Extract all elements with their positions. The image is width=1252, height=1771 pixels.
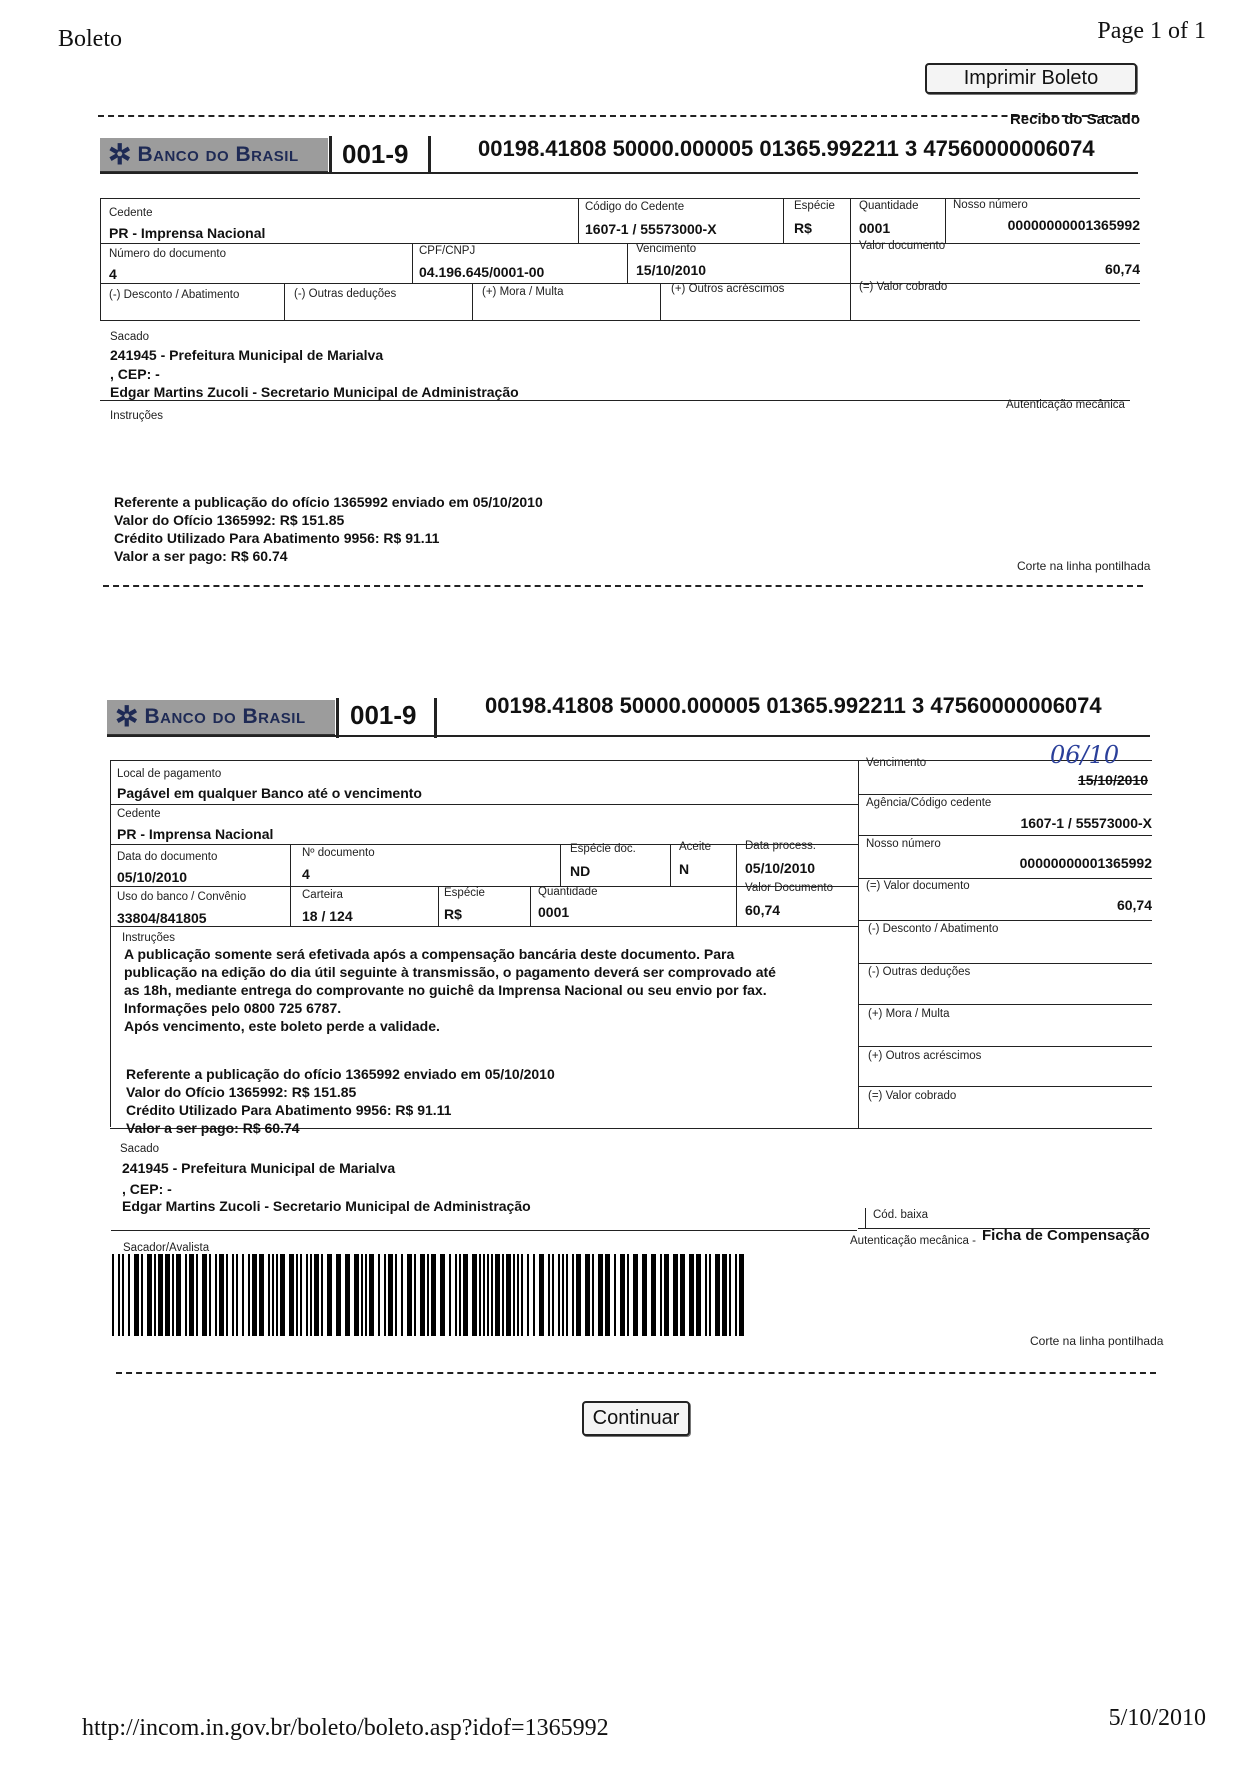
- barcode-bar: [521, 1254, 523, 1336]
- ficha-instrucoes-line-5: Após vencimento, este boleto perde a validade.: [124, 1018, 440, 1034]
- barcode-bar: [709, 1254, 711, 1336]
- page-url: http://incom.in.gov.br/boleto/boleto.asp?idof=1365992: [82, 1715, 609, 1741]
- ficha-carteira-label: Carteira: [302, 889, 343, 901]
- barcode-bar: [552, 1254, 554, 1336]
- barcode-bar: [336, 1254, 341, 1336]
- barcode-bar: [605, 1254, 610, 1336]
- barcode-bar: [280, 1254, 285, 1336]
- ficha-carteira: 18 / 124: [302, 908, 353, 924]
- barcode-bar: [431, 1254, 436, 1336]
- recibo-sacado-line-1: 241945 - Prefeitura Municipal de Marialva: [110, 347, 384, 363]
- ficha-instrucoes-line-1: A publicação somente será efetivada após a compensação bancária deste documento. Para: [124, 946, 735, 962]
- ficha-bank-name: Banco do Brasil: [144, 705, 306, 728]
- print-date: 5/10/2010: [1108, 1705, 1206, 1731]
- recibo-cedente-label: Cedente: [109, 207, 153, 219]
- barcode-bar: [533, 1254, 535, 1336]
- bank-name: Banco do Brasil: [137, 142, 299, 166]
- barcode-bar: [539, 1254, 544, 1336]
- recibo-nosso-numero: 00000000001365992: [1007, 217, 1140, 233]
- barcode-bar: [321, 1254, 323, 1336]
- barcode-bar: [209, 1254, 211, 1336]
- ficha-agencia-label: Agência/Código cedente: [866, 797, 992, 809]
- barcode-bar: [558, 1254, 560, 1336]
- recibo-outros-acrescimos-label: (+) Outros acréscimos: [671, 283, 785, 295]
- cut-line-bottom: [116, 1372, 1156, 1374]
- ficha-especie-doc-label: Espécie doc.: [570, 843, 636, 855]
- barcode-bar: [185, 1254, 187, 1336]
- ficha-corte-label: Corte na linha pontilhada: [1030, 1334, 1164, 1348]
- recibo-numero-documento-label: Número do documento: [109, 248, 226, 260]
- barcode-bar: [562, 1254, 564, 1336]
- digitable-line: 00198.41808 50000.000005 01365.992211 3 47560000006074: [478, 136, 1095, 161]
- ficha-bank-code: 001-9: [350, 700, 417, 730]
- ficha-cedente-label: Cedente: [117, 808, 161, 820]
- ficha-sacado-label: Sacado: [120, 1143, 160, 1155]
- ficha-valor-documento: 60,74: [1116, 897, 1152, 913]
- ficha-local-pagamento: Pagável em qualquer Banco até o vencimento: [117, 785, 422, 801]
- barcode-bar: [572, 1254, 574, 1336]
- ficha-especie: R$: [444, 906, 462, 922]
- ficha-especie-doc: ND: [570, 863, 591, 879]
- barcode-bar: [219, 1254, 224, 1336]
- barcode-bar: [739, 1254, 744, 1336]
- ficha-instrucoes-line-3: as 18h, mediante entrega do comprovante no guichê da Imprensa Nacional ou seu envio por fax.: [124, 982, 767, 998]
- ficha-cod-baixa-label: Cód. baixa: [873, 1209, 928, 1221]
- ficha-data-documento-label: Data do documento: [117, 851, 218, 863]
- recibo-referente-line-1: Referente a publicação do ofício 1365992 enviado em 05/10/2010: [114, 494, 543, 510]
- barcode-bar: [147, 1254, 152, 1336]
- recibo-sacado-label: Sacado: [110, 331, 150, 343]
- recibo-valor-documento: 60,74: [1104, 261, 1140, 277]
- ficha-data-process: 05/10/2010: [745, 860, 816, 876]
- barcode-bar: [715, 1254, 720, 1336]
- barcode-bar: [627, 1254, 629, 1336]
- barcode-bar: [479, 1254, 481, 1336]
- cut-line-middle: [103, 585, 1143, 587]
- barcode-bar: [345, 1254, 350, 1336]
- ficha-sacador-label: Sacador/Avalista: [123, 1242, 210, 1254]
- bank-code: 001-9: [342, 139, 409, 169]
- barcode-bar: [472, 1254, 477, 1336]
- barcode-bar: [226, 1254, 228, 1336]
- barcode-bar: [196, 1254, 198, 1336]
- ficha-no-documento-label: Nº documento: [302, 847, 375, 859]
- barcode-bar: [300, 1254, 302, 1336]
- ficha-quantidade: 0001: [538, 904, 570, 920]
- barcode-bar: [673, 1254, 678, 1336]
- recibo-nosso-numero-label: Nosso número: [953, 199, 1028, 211]
- recibo-valor-documento-label: Valor documento: [859, 240, 946, 252]
- barcode-bar: [407, 1254, 412, 1336]
- barcode-bar: [440, 1254, 445, 1336]
- barcode-bar: [276, 1254, 278, 1336]
- barcode-bar: [259, 1254, 264, 1336]
- recibo-corte-label: Corte na linha pontilhada: [1017, 559, 1151, 573]
- ficha-instrucoes-line-4: Informações pelo 0800 725 6787.: [124, 1000, 342, 1016]
- recibo-valor-cobrado-label: (=) Valor cobrado: [859, 281, 948, 293]
- handwritten-date: 06/10: [1050, 741, 1120, 769]
- ficha-sacado-line-1: 241945 - Prefeitura Municipal de Marialva: [122, 1160, 396, 1176]
- barcode-bar: [680, 1254, 685, 1336]
- recibo-quantidade-label: Quantidade: [859, 200, 919, 212]
- barcode-bar: [306, 1254, 308, 1336]
- barcode-bar: [705, 1254, 707, 1336]
- ficha-instrucoes-label: Instruções: [122, 932, 176, 944]
- ficha-quantidade-label: Quantidade: [538, 886, 598, 898]
- ficha-bank-logo: [107, 700, 335, 736]
- ficha-local-pagamento-label: Local de pagamento: [117, 768, 222, 780]
- barcode-bar: [232, 1254, 234, 1336]
- ficha-desconto-label: (-) Desconto / Abatimento: [868, 923, 999, 935]
- barcode-bar: [176, 1254, 181, 1336]
- recibo-codigo-cedente: 1607-1 / 55573000-X: [585, 221, 717, 237]
- ficha-sacado-line-2: , CEP: -: [122, 1181, 172, 1197]
- barcode-bar: [420, 1254, 425, 1336]
- barcode-bar: [122, 1254, 124, 1336]
- barcode-bar: [252, 1254, 257, 1336]
- recibo-cpf-cnpj: 04.196.645/0001-00: [419, 264, 545, 280]
- barcode-bar: [268, 1254, 270, 1336]
- barcode-bar: [576, 1254, 581, 1336]
- barcode-bar: [548, 1254, 550, 1336]
- barcode-bar: [696, 1254, 701, 1336]
- barcode-bar: [660, 1254, 662, 1336]
- ficha-nosso-numero: 00000000001365992: [1019, 855, 1152, 871]
- barcode: [112, 1254, 748, 1336]
- barcode-bar: [491, 1254, 493, 1336]
- barcode-bar: [112, 1254, 114, 1336]
- barcode-bar: [566, 1254, 568, 1336]
- barcode-bar: [735, 1254, 737, 1336]
- barcode-bar: [517, 1254, 519, 1336]
- barcode-bar: [289, 1254, 294, 1336]
- barcode-bar: [158, 1254, 163, 1336]
- ficha-vencimento-label: Vencimento: [866, 757, 927, 769]
- ficha-data-documento: 05/10/2010: [117, 869, 188, 885]
- ficha-valor-cobrado-label: (=) Valor cobrado: [868, 1090, 957, 1102]
- barcode-bar: [729, 1254, 731, 1336]
- barcode-bar: [141, 1254, 143, 1336]
- barcode-bar: [395, 1254, 397, 1336]
- page-count: Page 1 of 1: [1097, 18, 1206, 44]
- recibo-codigo-cedente-label: Código do Cedente: [585, 201, 685, 213]
- cut-line-top: [98, 115, 1138, 117]
- barcode-bar: [513, 1254, 515, 1336]
- ficha-agencia: 1607-1 / 55573000-X: [1020, 815, 1152, 831]
- barcode-bar: [165, 1254, 170, 1336]
- barcode-bar: [134, 1254, 139, 1336]
- recibo-desconto-label: (-) Desconto / Abatimento: [109, 289, 240, 301]
- recibo-title: Recibo do Sacado: [1009, 111, 1140, 128]
- barcode-bar: [248, 1254, 250, 1336]
- barcode-bar: [642, 1254, 647, 1336]
- bank-logo: [100, 138, 328, 173]
- ficha-cedente: PR - Imprensa Nacional: [117, 826, 274, 842]
- recibo-mora-label: (+) Mora / Multa: [482, 286, 564, 298]
- barcode-bar: [585, 1254, 590, 1336]
- barcode-bar: [310, 1254, 312, 1336]
- recibo-numero-documento: 4: [109, 266, 117, 282]
- ficha-referente-line-4: Valor a ser pago: R$ 60.74: [126, 1120, 300, 1136]
- bank-logo-icon: ✲: [108, 138, 132, 170]
- recibo-referente-line-3: Crédito Utilizado Para Abatimento 9956: R$ 91.11: [114, 530, 440, 546]
- ficha-uso-banco: 33804/841805: [117, 910, 207, 926]
- barcode-bar: [527, 1254, 529, 1336]
- barcode-bar: [327, 1254, 332, 1336]
- barcode-bar: [154, 1254, 156, 1336]
- barcode-bar: [427, 1254, 429, 1336]
- recibo-outras-deducoes-label: (-) Outras deduções: [294, 288, 397, 300]
- browser-page-title: Boleto: [58, 26, 122, 52]
- recibo-instrucoes-label: Instruções: [110, 410, 164, 422]
- ficha-bank-logo-icon: ✲: [115, 701, 139, 732]
- ficha-aceite: N: [679, 861, 690, 877]
- barcode-bar: [369, 1254, 374, 1336]
- ficha-referente-line-3: Crédito Utilizado Para Abatimento 9956: R$ 91.11: [126, 1102, 452, 1118]
- ficha-nosso-numero-label: Nosso número: [866, 838, 941, 850]
- recibo-cpf-cnpj-label: CPF/CNPJ: [419, 245, 476, 257]
- barcode-bar: [483, 1254, 485, 1336]
- ficha-aceite-label: Aceite: [679, 841, 711, 853]
- ficha-valor-documento-label: (=) Valor documento: [866, 880, 970, 892]
- ficha-especie-label: Espécie: [444, 887, 485, 899]
- barcode-bar: [401, 1254, 403, 1336]
- barcode-bar: [449, 1254, 451, 1336]
- barcode-bar: [722, 1254, 727, 1336]
- barcode-bar: [128, 1254, 130, 1336]
- recibo-vencimento-label: Vencimento: [636, 243, 697, 255]
- barcode-bar: [633, 1254, 638, 1336]
- continue-button[interactable]: Continuar: [582, 1401, 690, 1436]
- ficha-vencimento: 15/10/2010: [1077, 772, 1148, 788]
- barcode-bar: [495, 1254, 500, 1336]
- recibo-especie-label: Espécie: [794, 200, 835, 212]
- print-button[interactable]: Imprimir Boleto: [925, 63, 1137, 94]
- barcode-bar: [506, 1254, 511, 1336]
- barcode-bar: [118, 1254, 120, 1336]
- barcode-bar: [459, 1254, 461, 1336]
- recibo-especie: R$: [794, 220, 812, 236]
- ficha-referente-line-1: Referente a publicação do ofício 1365992 enviado em 05/10/2010: [126, 1066, 555, 1082]
- barcode-bar: [242, 1254, 244, 1336]
- barcode-bar: [502, 1254, 504, 1336]
- ficha-no-documento: 4: [302, 866, 310, 882]
- ficha-mora-label: (+) Mora / Multa: [868, 1008, 950, 1020]
- barcode-bar: [378, 1254, 380, 1336]
- ficha-referente-line-2: Valor do Ofício 1365992: R$ 151.85: [126, 1084, 357, 1100]
- barcode-bar: [664, 1254, 669, 1336]
- barcode-bar: [414, 1254, 416, 1336]
- recibo-sacado-line-3: Edgar Martins Zucoli - Secretario Municipal de Administração: [110, 384, 519, 400]
- ficha-valor-doc: 60,74: [745, 902, 781, 918]
- ficha-outros-acrescimos-label: (+) Outros acréscimos: [868, 1050, 982, 1062]
- barcode-bar: [202, 1254, 207, 1336]
- barcode-bar: [189, 1254, 194, 1336]
- barcode-bar: [361, 1254, 363, 1336]
- ficha-data-process-label: Data process.: [745, 840, 816, 852]
- barcode-bar: [598, 1254, 603, 1336]
- recibo-referente-line-2: Valor do Ofício 1365992: R$ 151.85: [114, 512, 345, 528]
- barcode-bar: [272, 1254, 274, 1336]
- barcode-bar: [365, 1254, 367, 1336]
- barcode-bar: [215, 1254, 217, 1336]
- ficha-digitable-line: 00198.41808 50000.000005 01365.992211 3 47560000006074: [485, 693, 1102, 718]
- barcode-bar: [487, 1254, 489, 1336]
- barcode-bar: [463, 1254, 468, 1336]
- barcode-bar: [384, 1254, 386, 1336]
- ficha-title: Ficha de Compensação: [982, 1227, 1150, 1244]
- ficha-instrucoes-line-2: publicação na edição do dia útil seguinte à transmissão, o pagamento deverá ser comprovado até: [124, 964, 776, 980]
- ficha-autenticacao-label: Autenticação mecânica -: [850, 1235, 976, 1247]
- recibo-quantidade: 0001: [859, 220, 891, 236]
- ficha-sacado-line-3: Edgar Martins Zucoli - Secretario Municipal de Administração: [122, 1198, 531, 1214]
- barcode-bar: [620, 1254, 625, 1336]
- barcode-bar: [592, 1254, 594, 1336]
- barcode-bar: [388, 1254, 393, 1336]
- barcode-bar: [614, 1254, 616, 1336]
- barcode-bar: [354, 1254, 359, 1336]
- recibo-cedente: PR - Imprensa Nacional: [109, 225, 266, 241]
- ficha-valor-doc-label: Valor Documento: [745, 882, 833, 894]
- barcode-bar: [455, 1254, 457, 1336]
- recibo-autenticacao-label: Autenticação mecânica: [1006, 399, 1125, 411]
- recibo-referente-line-4: Valor a ser pago: R$ 60.74: [114, 548, 288, 564]
- ficha-outras-deducoes-label: (-) Outras deduções: [868, 966, 971, 978]
- recibo-vencimento: 15/10/2010: [636, 262, 707, 278]
- barcode-bar: [651, 1254, 656, 1336]
- barcode-bar: [172, 1254, 174, 1336]
- barcode-bar: [296, 1254, 298, 1336]
- barcode-bar: [689, 1254, 694, 1336]
- barcode-bar: [314, 1254, 319, 1336]
- recibo-sacado-line-2: , CEP: -: [110, 366, 160, 382]
- ficha-uso-banco-label: Uso do banco / Convênio: [117, 891, 247, 903]
- barcode-bar: [236, 1254, 238, 1336]
